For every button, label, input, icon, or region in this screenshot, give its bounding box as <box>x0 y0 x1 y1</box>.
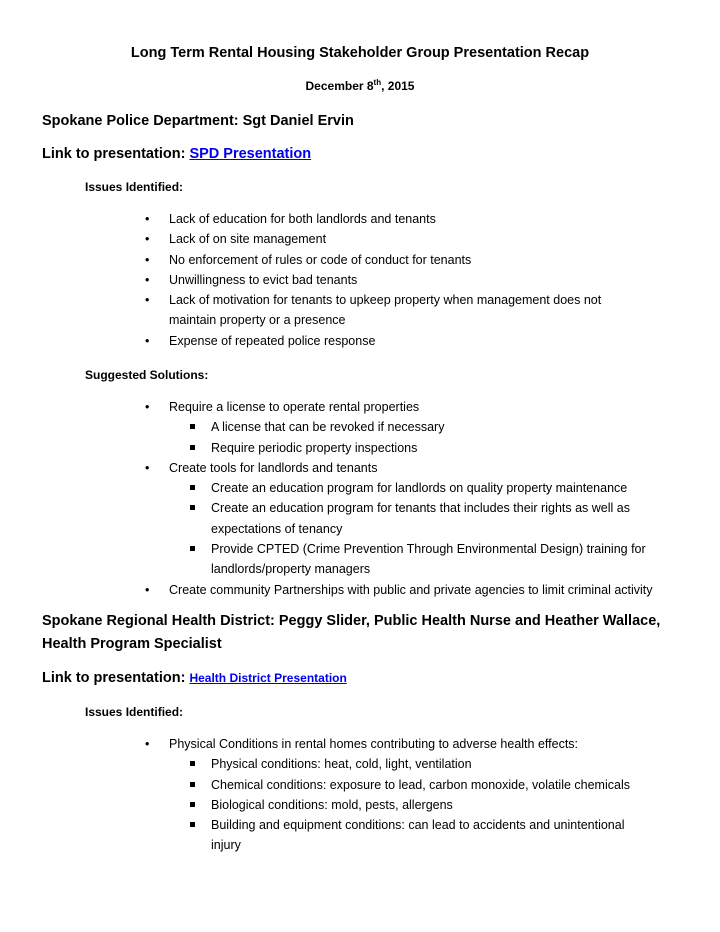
sub-list-item: Building and equipment conditions: can lead to accidents and unintentional injury <box>169 815 690 856</box>
list-item: • Create community Partnerships with public and private agencies to limit criminal activity <box>0 580 690 600</box>
square-bullet-icon <box>190 782 195 787</box>
date-main: December 8 <box>305 79 374 93</box>
bullet-icon: • <box>145 737 150 751</box>
health-district-presentation-link[interactable]: Health District Presentation <box>189 671 347 685</box>
square-bullet-icon <box>190 761 195 766</box>
list-item: • Lack of motivation for tenants to upkeep property when management does not maintain property or a presence <box>0 290 690 331</box>
bullet-icon: • <box>145 272 150 287</box>
spd-issues-list <box>0 209 690 351</box>
document-date <box>0 78 720 94</box>
sub-list <box>169 417 690 458</box>
sub-list-item: Create an education program for tenants that includes their rights as well as expectations of tenancy <box>169 498 690 539</box>
sub-list-item: Create an education program for landlords on quality property maintenance <box>169 478 690 498</box>
list-item: • Create tools for landlords and tenants Create an education program for landlords on quality property maintenance Create an education program for tenants that includes their rights as well as expectations of tenancy Provide CPTED (Crime Prevention Through Environmental Design) training for landlords/property managers <box>0 458 690 580</box>
bullet-icon: • <box>145 582 150 597</box>
link-label: Link to presentation: <box>42 670 186 686</box>
date-year: , 2015 <box>381 79 415 93</box>
spd-presentation-link[interactable]: SPD Presentation <box>189 146 312 162</box>
sub-list-item: Require periodic property inspections <box>169 438 690 458</box>
bullet-icon: • <box>145 333 150 348</box>
list-item: • No enforcement of rules or code of conduct for tenants <box>0 250 690 270</box>
bullet-icon: • <box>145 232 150 247</box>
list-item: • Lack of education for both landlords and tenants <box>0 209 690 229</box>
bullet-icon: • <box>145 293 150 308</box>
list-item: • Require a license to operate rental properties A license that can be revoked if necessary Require periodic property inspections <box>0 397 690 458</box>
square-bullet-icon <box>190 505 195 510</box>
bullet-icon: • <box>145 400 150 414</box>
health-issues-list <box>0 734 690 856</box>
document-title: Long Term Rental Housing Stakeholder Group Presentation Recap <box>130 45 590 61</box>
bullet-icon: • <box>145 212 150 226</box>
list-item: • Lack of on site management <box>0 229 690 249</box>
spd-solutions-list <box>0 397 690 600</box>
issues-identified-label-health: Issues Identified: <box>85 705 184 719</box>
list-item: • Physical Conditions in rental homes contributing to adverse health effects: Physical conditions: heat, cold, light, ventilation Chemical conditions: exposure to lead, carbon monoxide, volatile chemicals Biological conditions: mold, pests, allergens Building and equipment conditions: can lead to accidents and unintentional injury <box>0 734 690 856</box>
sub-list-item: Provide CPTED (Crime Prevention Through Environmental Design) training for landlords/property managers <box>169 539 690 580</box>
suggested-solutions-label: Suggested Solutions: <box>85 368 209 382</box>
section-heading-health-district: Spokane Regional Health District: Peggy Slider, Public Health Nurse and Heather Wallace, Health Program Specialist <box>42 613 661 652</box>
presentation-link-row-health <box>42 668 682 688</box>
issues-identified-label-spd: Issues Identified: <box>85 180 184 194</box>
square-bullet-icon <box>190 822 195 827</box>
square-bullet-icon <box>190 802 195 807</box>
list-item: • Expense of repeated police response <box>0 331 690 351</box>
date-ordinal: th <box>373 78 382 87</box>
sub-list <box>169 478 690 579</box>
bullet-icon: • <box>145 252 150 267</box>
sub-list-item: Biological conditions: mold, pests, allergens <box>169 795 690 815</box>
sub-list-item: Physical conditions: heat, cold, light, ventilation <box>169 754 690 774</box>
section-heading-spd: Spokane Police Department: Sgt Daniel Ervin <box>42 113 354 129</box>
bullet-icon: • <box>145 460 150 475</box>
link-label: Link to presentation: <box>42 146 186 162</box>
square-bullet-icon <box>190 546 195 551</box>
presentation-link-row-spd <box>42 144 682 164</box>
square-bullet-icon <box>190 424 195 429</box>
sub-list-item: Chemical conditions: exposure to lead, carbon monoxide, volatile chemicals <box>169 775 690 795</box>
list-item: • Unwillingness to evict bad tenants <box>0 270 690 290</box>
sub-list-item: A license that can be revoked if necessary <box>169 417 690 437</box>
square-bullet-icon <box>190 445 195 450</box>
sub-list <box>169 754 690 855</box>
square-bullet-icon <box>190 485 195 490</box>
